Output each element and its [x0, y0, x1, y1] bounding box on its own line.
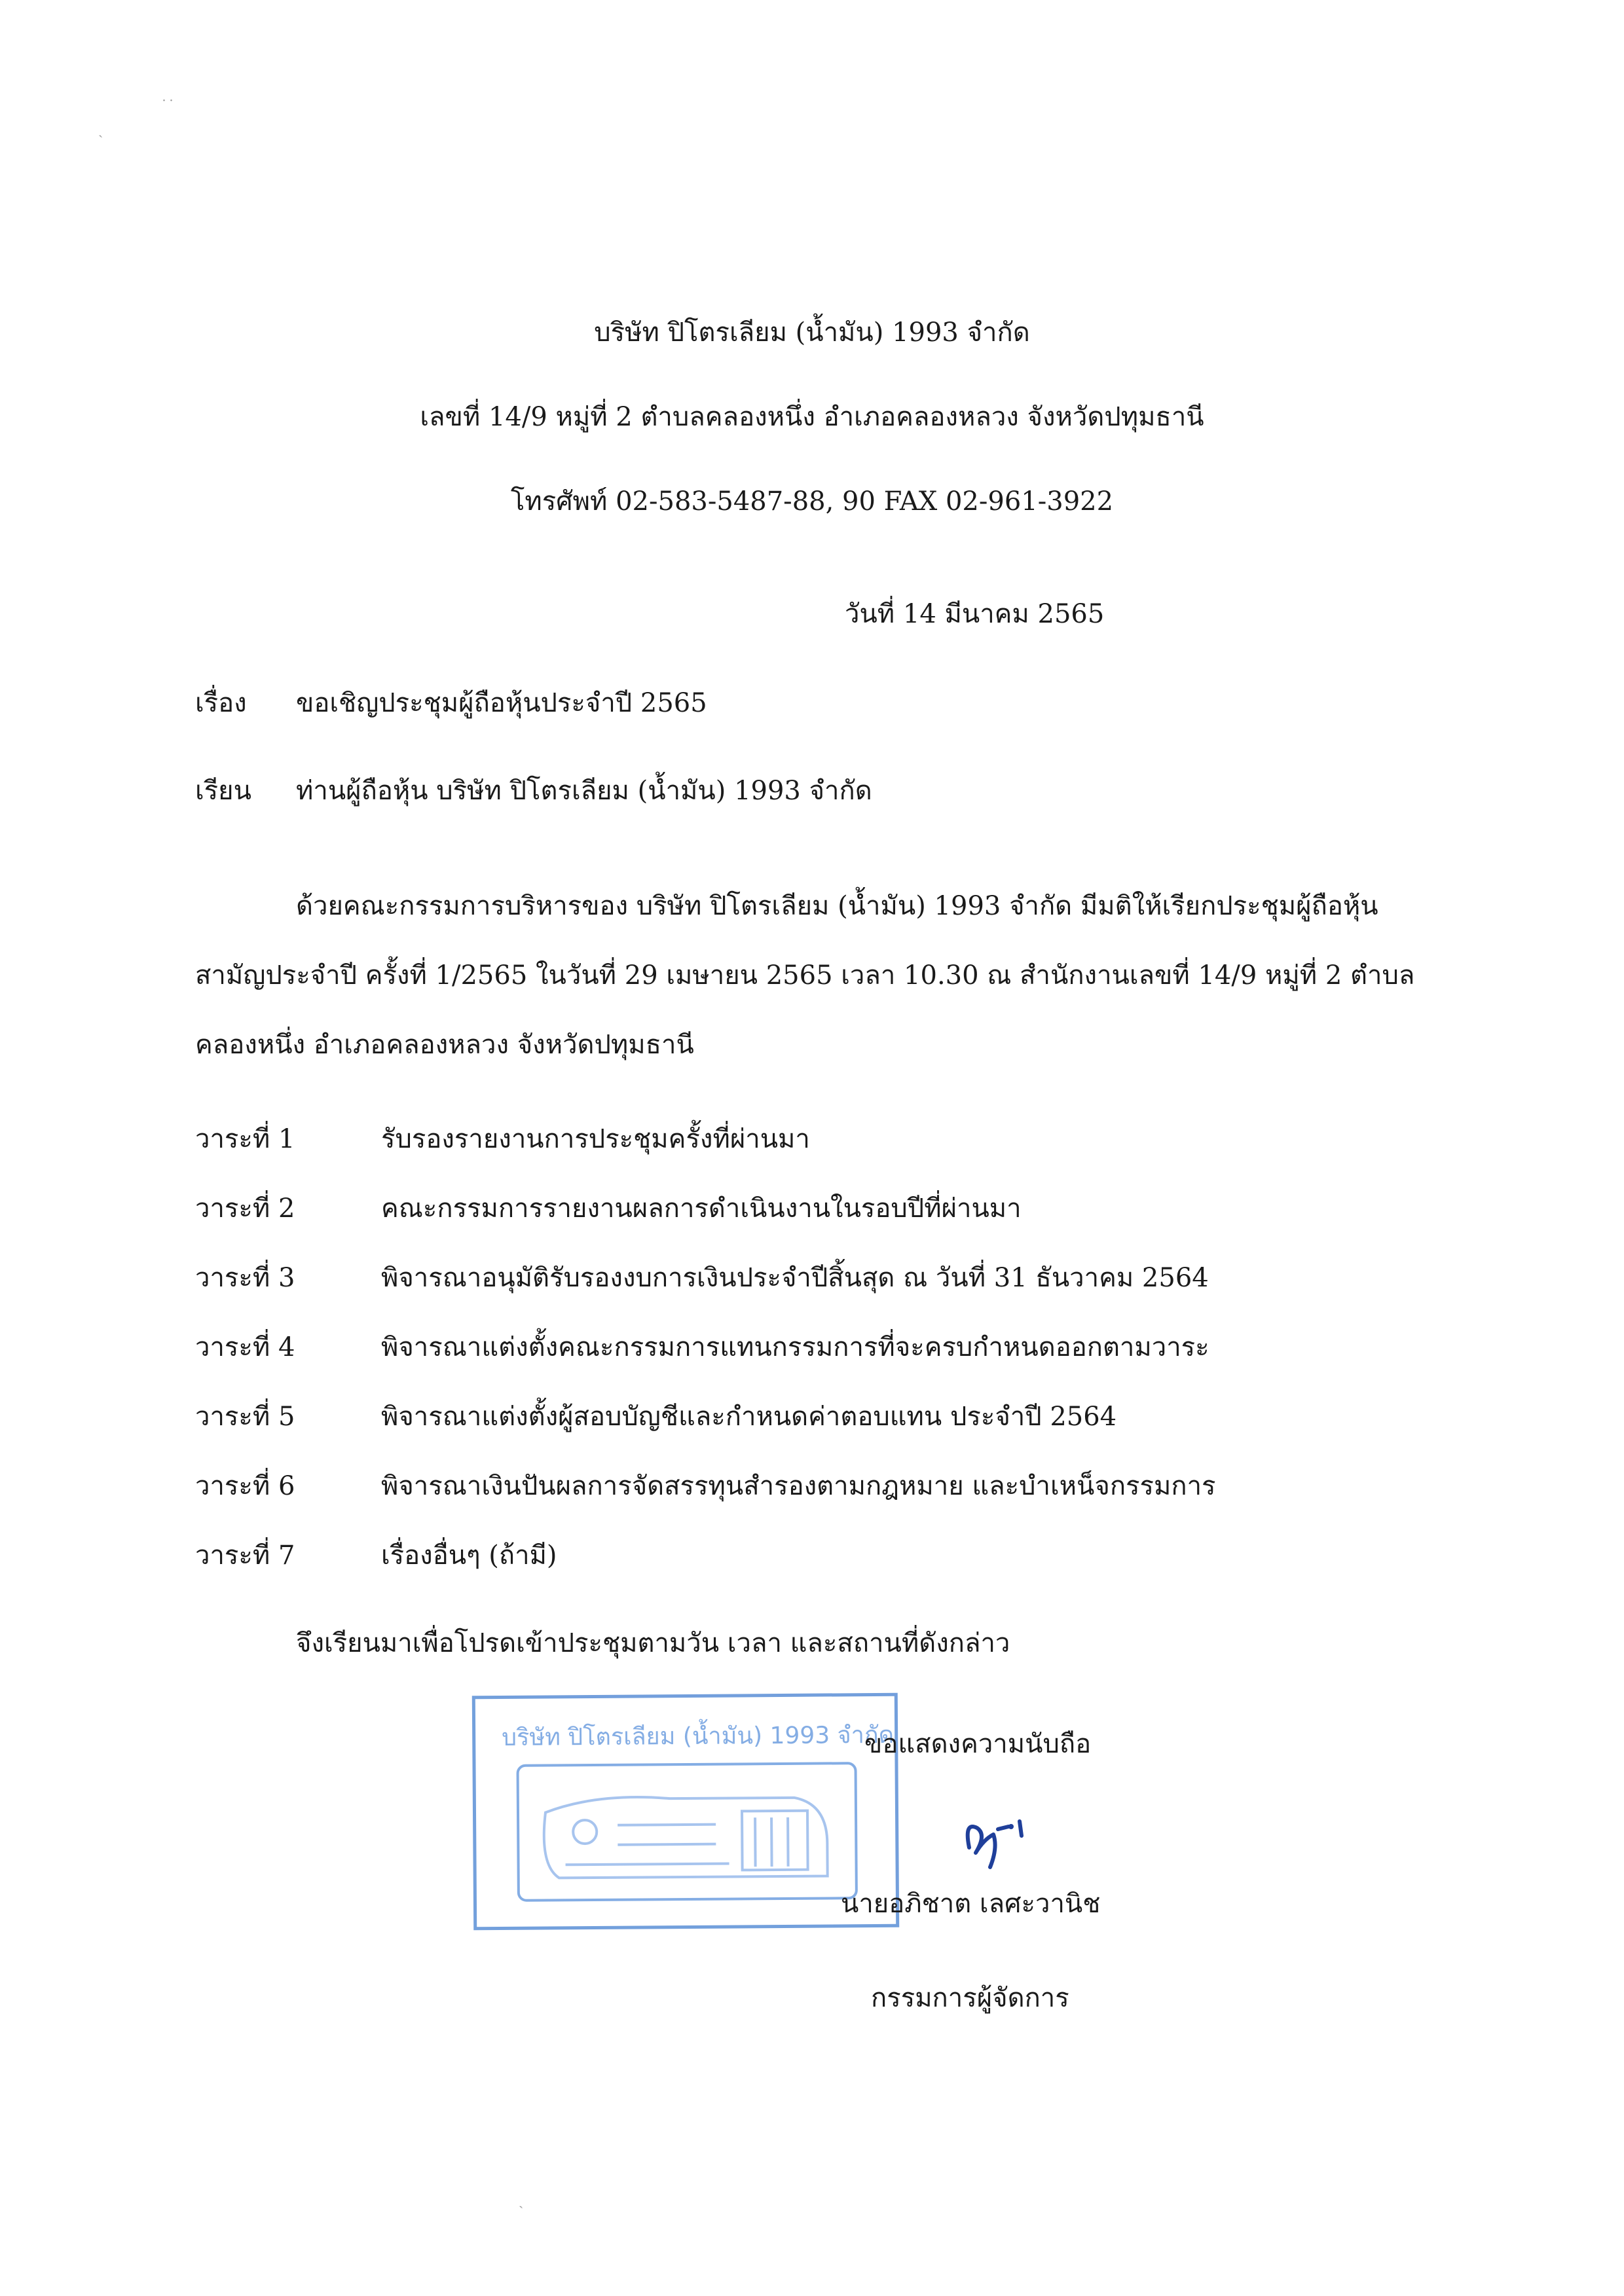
subject-label: เรื่อง [195, 688, 247, 718]
agenda-item: คณะกรรมการรายงานผลการดำเนินงานในรอบปีที่ผ่านมา [381, 1194, 1022, 1224]
stamp-emblem-icon [519, 1764, 855, 1899]
agenda-label: วาระที่ 5 [195, 1402, 295, 1432]
body-line-2: สามัญประจำปี ครั้งที่ 1/2565 ในวันที่ 29 เมษายน 2565 เวลา 10.30 ณ สำนักงานเลขที่ 14/9 หมู่ที่ 2 ตำบล [195, 960, 1415, 991]
agenda-item: พิจารณาอนุมัติรับรองงบการเงินประจำปีสิ้นสุด ณ วันที่ 31 ธันวาคม 2564 [381, 1263, 1209, 1293]
agenda-label: วาระที่ 2 [195, 1194, 295, 1224]
signer-title: กรรมการผู้จัดการ [871, 1983, 1069, 2013]
closing-invitation: จึงเรียนมาเพื่อโปรดเข้าประชุมตามวัน เวลา และสถานที่ดังกล่าว [296, 1628, 1010, 1658]
agenda-item: รับรองรายงานการประชุมครั้งที่ผ่านมา [381, 1124, 810, 1154]
agenda-label: วาระที่ 1 [195, 1124, 295, 1154]
agenda-item: พิจารณาแต่งตั้งคณะกรรมการแทนกรรมการที่จะครบกำหนดออกตามวาระ [381, 1332, 1209, 1362]
agenda-label: วาระที่ 7 [195, 1540, 295, 1571]
scan-mark: ˏ [519, 2193, 524, 2209]
agenda-item: พิจารณาเงินปันผลการจัดสรรทุนสำรองตามกฎหมาย และบำเหน็จกรรมการ [381, 1471, 1216, 1501]
agenda-label: วาระที่ 6 [195, 1471, 295, 1501]
stamp-emblem [516, 1762, 857, 1902]
recipient-text: ท่านผู้ถือหุ้น บริษัท ปิโตรเลียม (น้ำมัน) 1993 จำกัด [296, 776, 872, 806]
stamp-text: บริษัท ปิโตรเลียม (น้ำมัน) 1993 จำกัด [502, 1721, 895, 1751]
agenda-item: เรื่องอื่นๆ (ถ้ามี) [381, 1540, 557, 1571]
regards: ขอแสดงความนับถือ [864, 1729, 1092, 1759]
agenda-item: พิจารณาแต่งตั้งผู้สอบบัญชีและกำหนดค่าตอบแทน ประจำปี 2564 [381, 1402, 1117, 1432]
subject-text: ขอเชิญประชุมผู้ถือหุ้นประจำปี 2565 [296, 688, 707, 718]
agenda-label: วาระที่ 4 [195, 1332, 295, 1362]
agenda-label: วาระที่ 3 [195, 1263, 295, 1293]
handwritten-signature [957, 1802, 1056, 1874]
letter-date: วันที่ 14 มีนาคม 2565 [845, 599, 1105, 629]
company-contact: โทรศัพท์ 02-583-5487-88, 90 FAX 02-961-3922 [510, 486, 1114, 517]
body-line-1: ด้วยคณะกรรมการบริหารของ บริษัท ปิโตรเลียม (น้ำมัน) 1993 จำกัด มีมติให้เรียกประชุมผู้ถือหุ้น [296, 891, 1378, 921]
company-address: เลขที่ 14/9 หมู่ที่ 2 ตำบลคลองหนึ่ง อำเภอคลองหลวง จังหวัดปทุมธานี [420, 402, 1204, 432]
scan-mark: ˏ [98, 122, 103, 138]
company-name: บริษัท ปิโตรเลียม (น้ำมัน) 1993 จำกัด [594, 318, 1030, 348]
recipient-label: เรียน [195, 776, 251, 806]
scan-mark: ˙˙ [160, 98, 175, 115]
signer-name: นายอภิชาต เลศะวานิช [841, 1889, 1101, 1919]
body-line-3: คลองหนึ่ง อำเภอคลองหลวง จังหวัดปทุมธานี [195, 1030, 694, 1060]
company-stamp [472, 1693, 899, 1931]
